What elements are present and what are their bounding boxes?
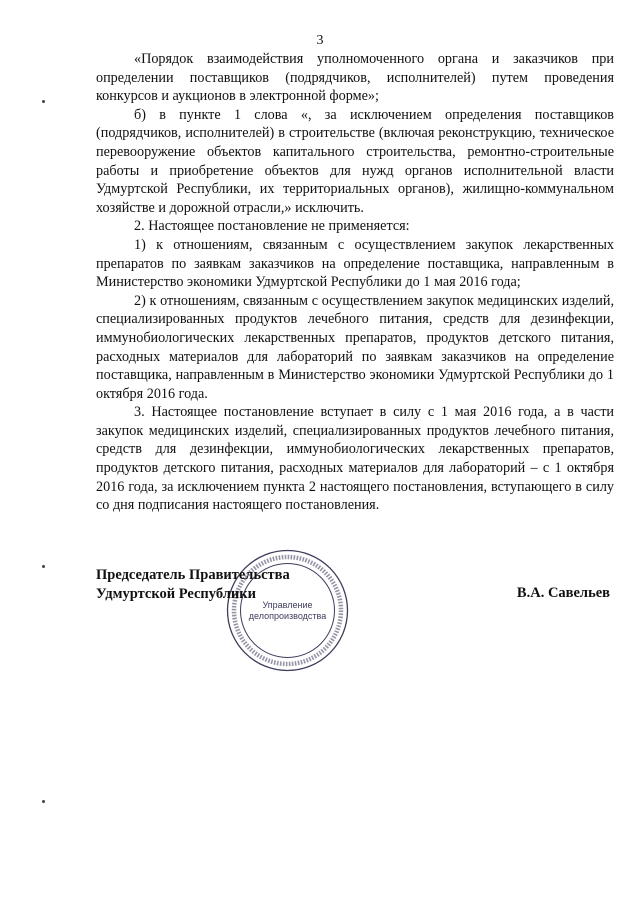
paragraph-procedure-title: «Порядок взаимодействия уполномоченного органа и заказчиков при определении поставщиков (подрядчиков, исполнителей) путем проведения конкурсов и аукционов в электронной форме»;	[96, 51, 614, 105]
document-body	[96, 50, 614, 515]
paragraph-item-2-1: 1) к отношениям, связанным с осуществлением закупок лекарственных препаратов по заявкам заказчиков на определение поставщика, направленным в Министерство экономики Удмуртской Республики до 1 мая 2016 года;	[96, 236, 614, 291]
page-number: 3	[316, 33, 324, 48]
signatory-name: В.А. Савельев	[516, 585, 610, 601]
paragraph-item-2-2: 2) к отношениям, связанным с осуществлением закупок медицинских изделий, специализированных продуктов лечебного питания, средств для дезинфекции, иммунобиологических лекарственных препаратов, продуктов детского питания, расходных материалов для лабораторий по заявкам заказчиков на определение поставщика, направленным в Министерство экономики Удмуртской Республики до 1 октября 2016 года.	[96, 292, 614, 402]
signatory-title-line-1: Председатель Правительства	[96, 567, 290, 583]
stamp-center-line-1: Управление	[262, 600, 313, 610]
paragraph-item-2: 2. Настоящее постановление не применяется:	[134, 218, 410, 235]
margin-dot	[42, 100, 45, 103]
signatory-title-line-2: Удмуртской Республики	[96, 585, 256, 602]
margin-dot	[42, 800, 45, 803]
paragraph-subitem-b: б) в пункте 1 слова «, за исключением определения поставщиков (подрядчиков, исполнителей) в строительстве (включая реконструкцию, техническое перевооружение объектов капитального строительства, ремонтно-строительные работы и приобретение объектов для нужд органов исполнительной власти Удмуртской Республики, их территориальных органов), жилищно-коммунальном хозяйстве и дорожной отрасли,» исключить.	[96, 106, 614, 216]
margin-dot	[42, 565, 45, 568]
signature-block	[96, 566, 616, 603]
stamp-center-line-2: делопроизводства	[248, 611, 327, 621]
paragraph-item-3: 3. Настоящее постановление вступает в силу с 1 мая 2016 года, а в части закупок медицинских изделий, специализированных продуктов лечебного питания, средств для дезинфекции, иммунобиологических лекарственных препаратов, продуктов детского питания, расходных материалов для лабораторий – с 1 октября 2016 года, за исключением пункта 2 настоящего постановления, вступающего в силу со дня подписания настоящего постановления.	[96, 404, 614, 514]
